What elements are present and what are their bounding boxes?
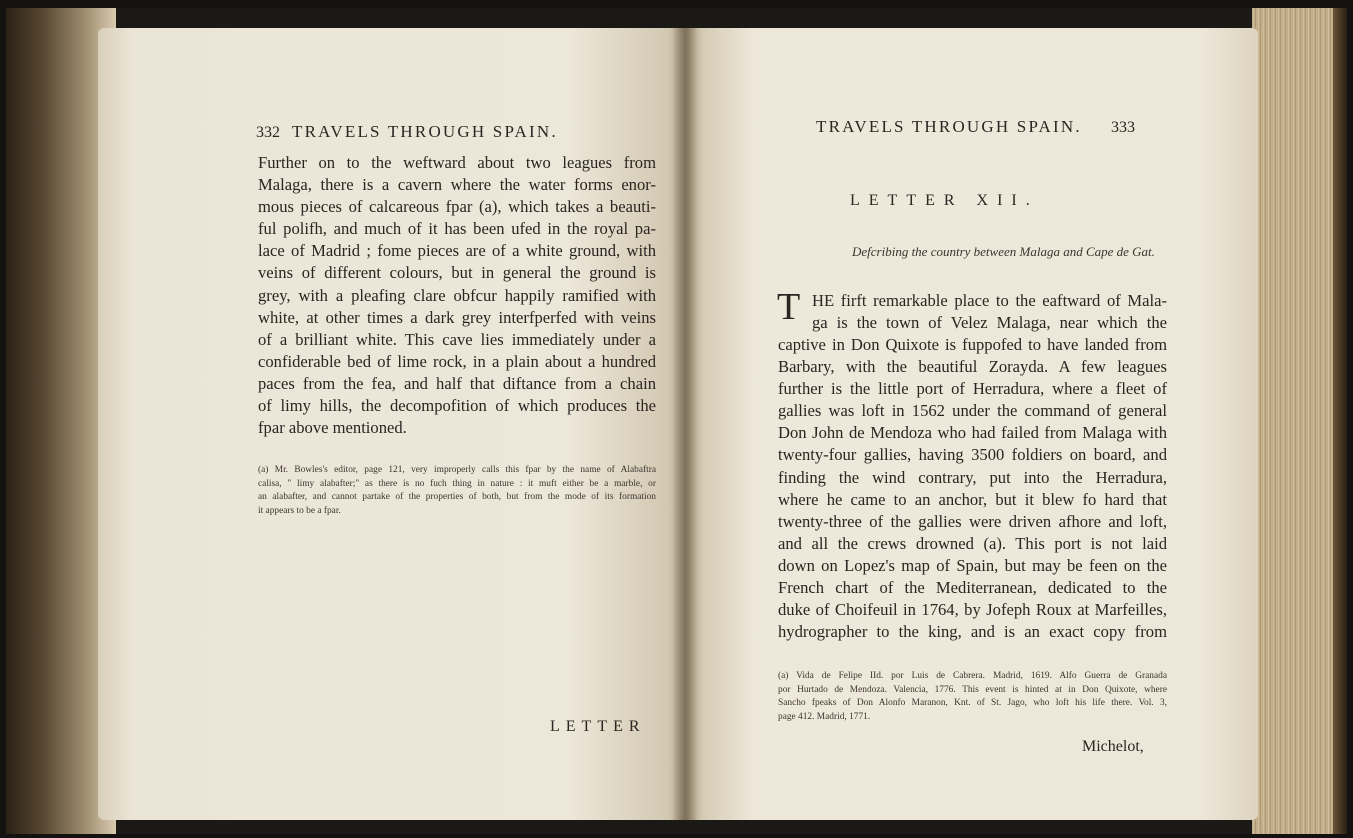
text-line: grey, with a pleafing clare obfcur happily ramified with bbox=[258, 285, 656, 305]
text-line: mous pieces of calcareous fpar (a), which takes a beauti- bbox=[258, 197, 656, 217]
catchword-right: Michelot, bbox=[1082, 738, 1144, 755]
text-line: HE firft remarkable place to the eaftward of Mala- bbox=[812, 291, 1167, 310]
text-line: twenty-four gallies, having 3500 foldiers on board, and bbox=[778, 445, 1167, 465]
footnote-line: Sancho fpeaks of Don Alonfo Maranon, Knt. of St. Jago, who loft his life there. Vol. 3, bbox=[778, 698, 1167, 708]
book-page-edges-right bbox=[1252, 8, 1347, 834]
book-gutter bbox=[672, 28, 698, 820]
text-line: finding the wind contrary, put into the Herradura, bbox=[778, 467, 1167, 487]
letter-subtitle: Defcribing the country between Malaga and Cape de Gat. bbox=[852, 244, 1155, 259]
text-line: captive in Don Quixote is fuppofed to have landed from bbox=[778, 335, 1167, 354]
drop-cap: T bbox=[777, 286, 801, 328]
text-line: lace of Madrid ; fome pieces are of a white ground, with bbox=[258, 241, 656, 261]
text-line: fpar above mentioned. bbox=[258, 418, 407, 438]
text-line: duke of Choifeuil in 1764, by Jofeph Roux at Marfeilles, bbox=[778, 600, 1167, 620]
footnote-line: calisa, " limy alabafter;" as there is no fuch thing in nature : it muft either be a marble, or bbox=[258, 478, 656, 489]
text-line: Further on to the weftward about two leagues from bbox=[258, 153, 656, 172]
page-number-right: 333 bbox=[1111, 119, 1135, 136]
text-line: confiderable bed of lime rock, in a plain about a hundred bbox=[258, 351, 656, 371]
text-line: and all the crews drowned (a). This port is not laid bbox=[778, 533, 1167, 553]
footnote-line: por Hurtado de Mendoza. Valencia, 1776. This event is hinted at in Don Quixote, where bbox=[778, 684, 1167, 695]
book-spread bbox=[6, 8, 1347, 834]
page-number-left: 332 bbox=[256, 124, 280, 141]
left-page bbox=[98, 28, 686, 820]
footnote-line: (a) Vida de Felipe IId. por Luis de Cabrera. Madrid, 1619. Alfo Guerra de Granada bbox=[778, 671, 1167, 681]
text-line: further is the little port of Herradura, where a fleet of bbox=[778, 379, 1167, 399]
text-line: Malaga, there is a cavern where the water forms enor- bbox=[258, 175, 656, 195]
text-line: Don John de Mendoza who had failed from Malaga with bbox=[778, 423, 1167, 443]
body-text-right-indented bbox=[812, 290, 1167, 334]
running-head-left: TRAVELS THROUGH SPAIN. bbox=[292, 122, 558, 141]
letter-title: LETTER XII. bbox=[850, 192, 1039, 209]
text-line: gallies was loft in 1562 under the command of general bbox=[778, 401, 1167, 421]
footnote-right bbox=[778, 670, 1167, 724]
body-text-right bbox=[778, 334, 1167, 643]
text-line: Barbary, with the beautiful Zorayda. A few leagues bbox=[778, 357, 1167, 377]
footnote-line: an alabafter, and cannot partake of the properties of both, but from the mode of its formation bbox=[258, 492, 656, 502]
body-text-left bbox=[258, 152, 656, 439]
text-line: down on Lopez's map of Spain, but may be feen on the bbox=[778, 555, 1167, 575]
text-line: ful polifh, and much of it has been ufed in the royal pa- bbox=[258, 219, 656, 239]
text-line: of a brilliant white. This cave lies immediately under a bbox=[258, 329, 656, 349]
running-head-right: TRAVELS THROUGH SPAIN. bbox=[816, 117, 1082, 136]
text-line: white, at other times a dark grey interfperfed with veins bbox=[258, 307, 656, 327]
footnote-line: (a) Mr. Bowles's editor, page 121, very improperly calls this fpar by the name of Alabaftra bbox=[258, 465, 656, 475]
footnote-line: page 412. Madrid, 1771. bbox=[778, 711, 871, 722]
text-line: ga is the town of Velez Malaga, near which the bbox=[812, 313, 1167, 333]
footnote-left bbox=[258, 464, 656, 518]
footnote-line: it appears to be a fpar. bbox=[258, 505, 341, 516]
text-line: twenty-three of the gallies were driven afhore and loft, bbox=[778, 511, 1167, 531]
text-line: where he came to an anchor, but it blew fo hard that bbox=[778, 489, 1167, 509]
right-page bbox=[686, 28, 1258, 820]
text-line: paces from the fea, and half that diftance from a chain bbox=[258, 373, 656, 393]
text-line: veins of different colours, but in general the ground is bbox=[258, 263, 656, 283]
text-line: hydrographer to the king, and is an exact copy from bbox=[778, 622, 1167, 642]
catchword-left: LETTER bbox=[550, 718, 646, 735]
text-line: French chart of the Mediterranean, dedicated to the bbox=[778, 578, 1167, 598]
text-line: of limy hills, the decompofition of which produces the bbox=[258, 396, 656, 416]
